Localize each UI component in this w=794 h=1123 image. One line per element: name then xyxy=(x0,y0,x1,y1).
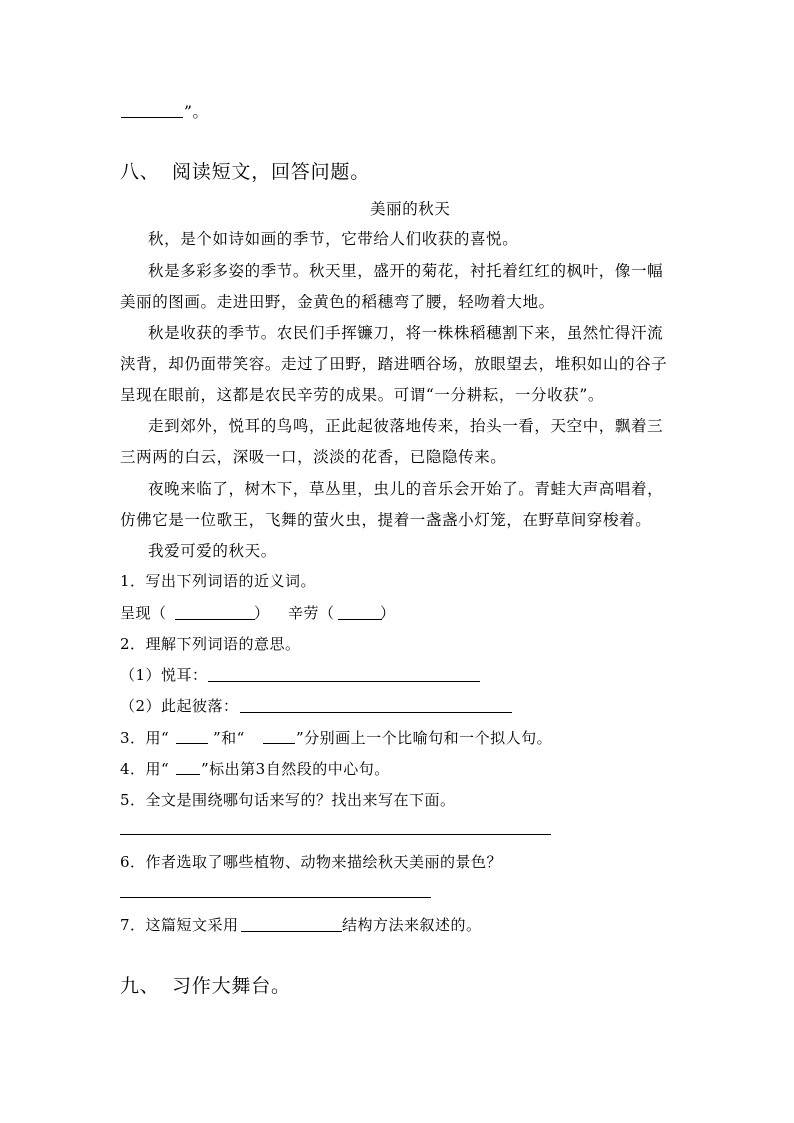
section-9-title: 习作大舞台。 xyxy=(172,975,291,997)
q1-word-xinlao-end: ） xyxy=(380,604,396,622)
q1-word-chengxian-end: ） xyxy=(254,604,270,622)
passage-line: 夜晚来临了，树木下，草丛里，虫儿的音乐会开始了。青蛙大声高唱着， xyxy=(148,480,664,498)
q3-straight-line-sample xyxy=(263,743,295,744)
question-5: 5．全文是围绕哪句话来写的？找出来写在下面。 xyxy=(120,791,456,809)
question-3-mid: ”和“ xyxy=(213,729,245,747)
q2-answer-line-1[interactable] xyxy=(208,681,480,682)
question-7-end: 结构方法来叙述的。 xyxy=(342,916,482,934)
top-fragment: ”。 xyxy=(184,103,209,121)
passage-line: 我爱可爱的秋天。 xyxy=(148,542,277,560)
q3-wavy-line-sample xyxy=(176,743,208,744)
question-3-start: 3．用“ xyxy=(120,729,170,747)
q5-answer-line[interactable] xyxy=(120,834,551,835)
q6-answer-line[interactable] xyxy=(120,897,431,898)
passage-line: 浃背，却仍面带笑容。走过了田野，踏进晒谷场，放眼望去，堆积如山的谷子 xyxy=(120,355,668,373)
question-6: 6．作者选取了哪些植物、动物来描绘秋天美丽的景色？ xyxy=(120,853,503,871)
q2-answer-line-2[interactable] xyxy=(240,712,512,713)
q2-part-1: （1）悦耳： xyxy=(120,666,208,684)
q1-synonym-blank-2[interactable] xyxy=(338,619,382,620)
passage-line: 走到郊外，悦耳的鸟鸣，正此起彼落地传来，抬头一看，天空中，飘着三 xyxy=(148,417,664,435)
section-9-number: 九、 xyxy=(120,975,160,997)
question-4-start: 4．用“ xyxy=(120,760,170,778)
passage-line: 仿佛它是一位歌王，飞舞的萤火虫，提着一盏盏小灯笼，在野草间穿梭着。 xyxy=(120,511,652,529)
section-8-title: 阅读短文，回答问题。 xyxy=(172,161,371,183)
q4-line-sample xyxy=(176,774,200,775)
question-1: 1．写出下列词语的近义词。 xyxy=(120,572,317,590)
passage-title: 美丽的秋天 xyxy=(370,200,451,218)
q7-answer-blank[interactable] xyxy=(241,931,342,932)
answer-blank-line[interactable] xyxy=(121,117,183,118)
passage-line: 秋是多彩多姿的季节。秋天里，盛开的菊花，衬托着红红的枫叶，像一幅 xyxy=(148,262,664,280)
question-4-end: ”标出第3自然段的中心句。 xyxy=(201,760,390,778)
q1-word-xinlao: 辛劳（ xyxy=(288,604,335,622)
passage-line: 秋，是个如诗如画的季节，它带给人们收获的喜悦。 xyxy=(148,230,519,248)
question-2: 2．理解下列词语的意思。 xyxy=(120,635,301,653)
q2-part-2: （2）此起彼落： xyxy=(120,697,239,715)
question-3-end: ”分别画上一个比喻句和一个拟人句。 xyxy=(296,729,553,747)
q1-word-chengxian: 呈现（ xyxy=(120,604,167,622)
passage-line: 美丽的图画。走进田野，金黄色的稻穗弯了腰，轻吻着大地。 xyxy=(120,293,555,311)
question-7-start: 7．这篇短文采用 xyxy=(120,916,239,934)
q1-synonym-blank-1[interactable] xyxy=(175,619,255,620)
section-8-number: 八、 xyxy=(120,161,160,183)
passage-line: 呈现在眼前，这都是农民辛劳的成果。可谓“一分耕耘，一分收获”。 xyxy=(120,386,604,404)
passage-line: 秋是收获的季节。农民们手挥镰刀，将一株株稻穗割下来，虽然忙得汗流 xyxy=(148,324,664,342)
passage-line: 三两两的白云，深吸一口，淡淡的花香，已隐隐传来。 xyxy=(120,448,507,466)
